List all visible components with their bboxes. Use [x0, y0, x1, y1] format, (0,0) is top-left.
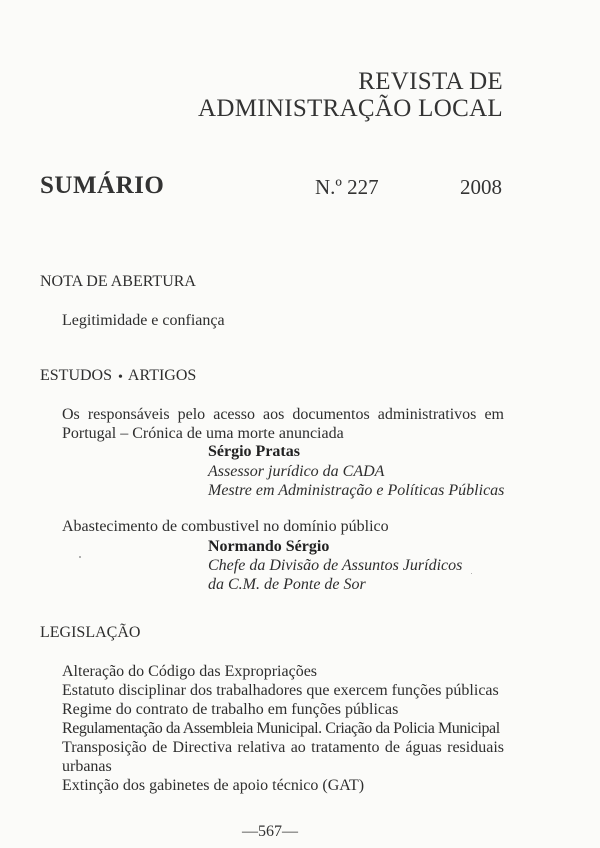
article-2-role-1: Chefe da Divisão de Assuntos Jurídicos [208, 557, 463, 574]
opening-item: Legitimidade e confiança [62, 312, 225, 329]
paper-speck [471, 573, 472, 574]
summary-title: SUMÁRIO [40, 172, 165, 199]
legislation-item: Alteração do Código das Expropriações [62, 663, 318, 680]
article-2-title: Abastecimento de combustivel no domínio público [62, 518, 389, 535]
journal-title-line-2: ADMINISTRAÇÃO LOCAL [197, 95, 503, 122]
legislation-item: Regulamentação da Assembleia Municipal. Criação da Policia Municipal [62, 720, 500, 737]
issue-number: N.º 227 [315, 175, 379, 199]
section-title-opening: NOTA DE ABERTURA [40, 273, 196, 290]
section-title-studies [40, 367, 196, 385]
article-1-title: Os responsáveis pelo acesso aos documentos administrativos em Portugal – Crónica de uma morte anunciada [62, 406, 504, 442]
bullet-icon: • [118, 370, 123, 385]
legislation-list-container [62, 662, 504, 795]
journal-title [198, 68, 503, 122]
issue-year: 2008 [460, 175, 502, 199]
legislation-list [62, 662, 504, 795]
article-2-author: Normando Sérgio [208, 538, 330, 555]
article-2-role-2: da C.M. de Ponte de Sor [208, 576, 366, 593]
paper-speck [79, 556, 81, 558]
studies-label: ESTUDOS [40, 367, 113, 384]
legislation-item: Estatuto disciplinar dos trabalhadores que exercem funções públicas [62, 682, 499, 699]
article-1-author: Sérgio Pratas [208, 443, 300, 460]
legislation-item: Transposição de Directiva relativa ao tratamento de águas residuais urbanas [62, 739, 504, 775]
article-1-role-1: Assessor jurídico da CADA [208, 463, 385, 480]
article-1-role-2: Mestre em Administração e Políticas Públicas [208, 482, 505, 499]
articles-label: ARTIGOS [127, 367, 197, 384]
legislation-item: Extinção dos gabinetes de apoio técnico (GAT) [62, 777, 365, 794]
page-number: —567— [242, 823, 298, 840]
summary-header [40, 172, 502, 202]
section-title-legislation: LEGISLAÇÃO [40, 624, 141, 641]
legislation-item: Regime do contrato de trabalho em funções públicas [62, 701, 399, 718]
journal-title-line-1: REVISTA DE [358, 68, 503, 95]
